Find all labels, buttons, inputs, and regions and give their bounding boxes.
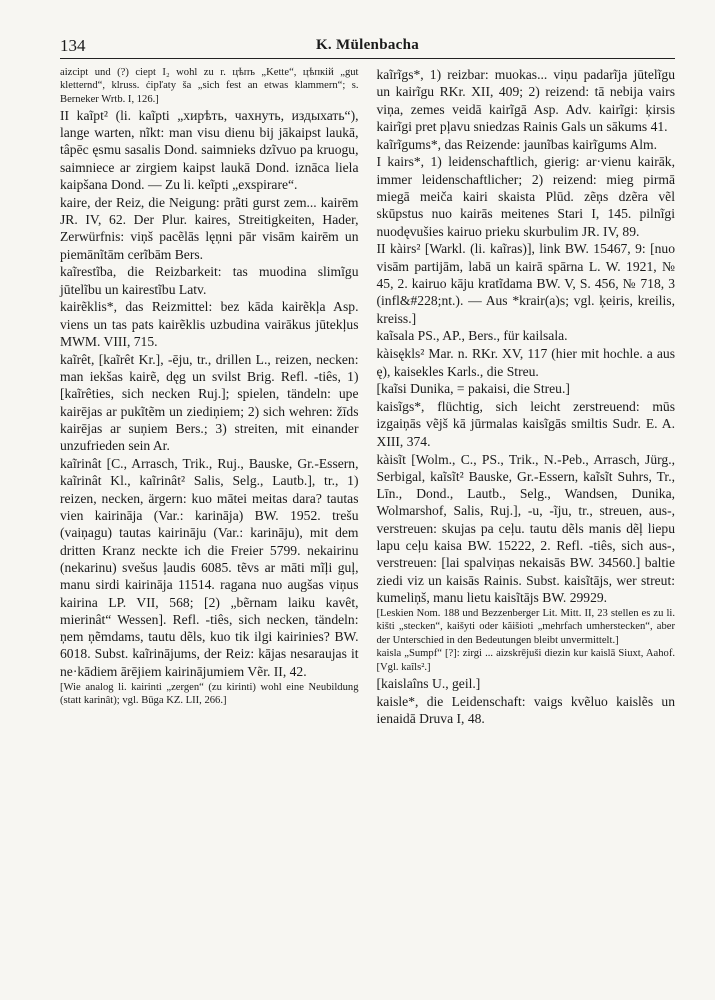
dictionary-entry: kaisle*, die Leidenschaft: vaigs kvẽluo kaislẽs un ienaidā Druva I, 48. (376, 693, 675, 726)
left-column (60, 66, 359, 727)
dictionary-entry: kaĩsala PS., AP., Bers., für kailsala. (376, 328, 568, 344)
dictionary-entry: kaĩrestĩba, die Reizbarkeit: tas muodina slimĩgu jūtelĩbu un kairestĩbu Latv. (60, 264, 359, 297)
dictionary-entry: kairẽklis*, das Reizmittel: bez kāda kairẽkļa Asp. viens un tas pats kairẽklis uzbudina vairākus jūtekļus MWM. VIII, 715. (60, 299, 359, 350)
dictionary-entry: kaĩrĩgums*, das Reizende: jaunĩbas kairĩgums Alm. (376, 136, 658, 152)
etymology-note: kaisla „Sumpf“ [?]: zirgi ... aizskrējuši diezin kur kaislā Siuxt, Aahof. [Vgl. kaĩls².] (376, 648, 675, 673)
dictionary-entry: I kairs*, 1) leidenschaftlich, gierig: ar·vienu kairāk, immer leidenschaftlicher; 2) reizend: mieg pirmā miegā meiča kairi skaista Plūd. zẽņs dzẽra vẽl skūpstus nuo kairās meitenes Stari I, 145. pilnĩgi nuodęvušies kairuo prieku skurbulim JR. IV, 89. (376, 154, 675, 239)
two-column-body (60, 66, 675, 727)
dictionary-entry: kàisękls² Mar. n. RKr. XV, 117 (hier mit hochle. a aus ę), kaisekles Karls., die Streu. (376, 346, 675, 379)
etymology-note: [Leskien Nom. 188 und Bezzenberger Lit. Mitt. II, 23 stellen es zu li. kišti „stecken“, kaišyti oder kãišioti „mehrfach umherstecken“, aber der Unterschied in den Bedeutungen bleibt unvermittelt.] (376, 607, 675, 646)
dictionary-entry: [kaislaîns U., geil.] (376, 675, 481, 691)
dictionary-entry: kaĩrêt, [kaĩrêt Kr.], -ēju, tr., drillen L., reizen, necken: man iekšas kairẽ, dęg un svilst Brig. Refl. -tiês, 1) [kaĩrêties, sich necken Ruj.]; spielen, tändeln: upe kairējas ar pukĩtẽm un ziediņiem; 2) sich wehren: žīds kairējas ar suņiem Bers.; 3) streiten, mit einander unzufrieden sein Ar. (60, 351, 359, 454)
right-column (377, 66, 676, 727)
dictionary-entry: kàisĩt [Wolm., C., PS., Trik., N.-Peb., Arrasch, Jürg., Serbigal, kaĩsĩt² Bauske, Gr.-Essern, kaĩsĩt Suhrs, Tr., Līn., Dond., Lautb., Selg., Wandsen, Dunika, Wolmarshof, Salis, Ruj.], -u, -ĩju, tr., streuen, aus-, verstreuen: skujas pa ceļu. tautu dẽls manis dẽļ liepu lapu ceļu kaisa BW. 15222, 2. Refl. -tiês, sich aus-, verstreuen: [lai spalviņas nekaisās BW. 34560.] baltie ziedi viz un kaisās Rainis. Subst. kaisĩtājs, wer streut: kumeliņš, manu lietu kaisĩtājs BW. 29929. (376, 451, 675, 605)
page-header (60, 36, 675, 59)
dictionary-entry: kaisĩgs*, flüchtig, sich leicht zerstreuend: mūs izgaiņās vẽjš kā jūrmalas kaisĩgās smiltis Sudr. E. A. XIII, 374. (376, 399, 675, 449)
etymology-note: aizcipt und (?) ciept I₂ wohl zu r. цѣпъ „Kette“, цѣпкiй „gut kletternd“, klruss. ćipľaty ša „sich fest an etwas klammern“; s. Berneker Wrtb. I, 126.] (60, 67, 359, 105)
running-head: K. Mülenbacha (315, 37, 420, 53)
dictionary-entry: kaĩrinât [C., Arrasch, Trik., Ruj., Bauske, Gr.-Essern, kaĩrinât Kl., kaĩrinât² Salis, Selg., Lautb.], tr., 1) reizen, necken, ärgern: kuo mātei meitas dara? tautas vien kairināja (Var.: karināja) BW. 1952. trešu (vaiņagu) tautas kairināju (Var.: karināju), mit dem dritten Kranz neckte ich die Freier 5799. nekairinu (nekarinu) svešus ļaudis 6085. tẽvs ar māti mĩļi guļ, manu sirdi kairināja 11514. ragana nuo augšas viņus kairina LP. VII, 568; [2) „bẽrnam laiku kavêt, mierinât“ Wessen]. Refl. -tiês, sich necken, tändeln: ņem ņẽmdams, tautu dẽls, kuo tik ilgi kairinies? BW. 6018. Subst. kaĩrinājums, der Reiz: kājas nesaraujas it ne·kādiem ārējiem kairinājumiem Vẽr. II, 42. (60, 456, 359, 679)
etymology-note: [Wie analog li. kairinti „zergen“ (zu kirinti) wohl eine Neubildung (statt karinât); vgl. Būga KZ. LII, 266.] (60, 681, 359, 706)
dictionary-entry: kaire, der Reiz, die Neigung: prãti gurst zem... kairēm JR. IV, 62. Der Plur. kaires, Streitigkeiten, Hader, Zerwürfnis: viņš pacẽlās lęņni pār visām kairēm un piemānĩtām cerĩbām Bers. (60, 194, 359, 262)
dictionary-entry: [kaĩsi Dunika, = pakaisi, die Streu.] (376, 381, 570, 397)
dictionary-entry: kaĩrĩgs*, 1) reizbar: muokas... viņu padarĩja jūtelĩgu un kairĩgu RKr. XII, 409; 2) reizend: tā nebija vairs viņa, zemes veidā kairĩgā Asp. Adv. kairĩgi: ķirsis kairĩgi pret pļavu sniedzas Rainis Gals un sākums 41. (376, 67, 675, 134)
page-number: 134 (60, 36, 86, 55)
dictionary-entry: II kaĩpt² (li. kaĩpti „хирѣть, чахнуть, издыхать“), lange warten, nĩkt: man visu dienu bij jākaipst laukā, tâpēc ęsmu sasalis Dond. saimnieks dzĩvuo pa kruogu, saimniece ar zirgiem kaipst laukā Dond. iznāca liela kaipšana Dond. — Zu li. keĩpti „exspirare“. (60, 107, 359, 192)
dictionary-entry: II kàirs² [Warkl. (li. kaĩras)], link BW. 15467, 9: [nuo visām partijām, labā un kairā spārna L. W. 1921, № 45, 2. kairuo kāju kratĩdama BW. V, S. 456, № 718, 3 (infl&#228;nt.). — Aus *krair(a)s; vgl. ķeiris, kreilis, kreiss.] (376, 241, 675, 326)
